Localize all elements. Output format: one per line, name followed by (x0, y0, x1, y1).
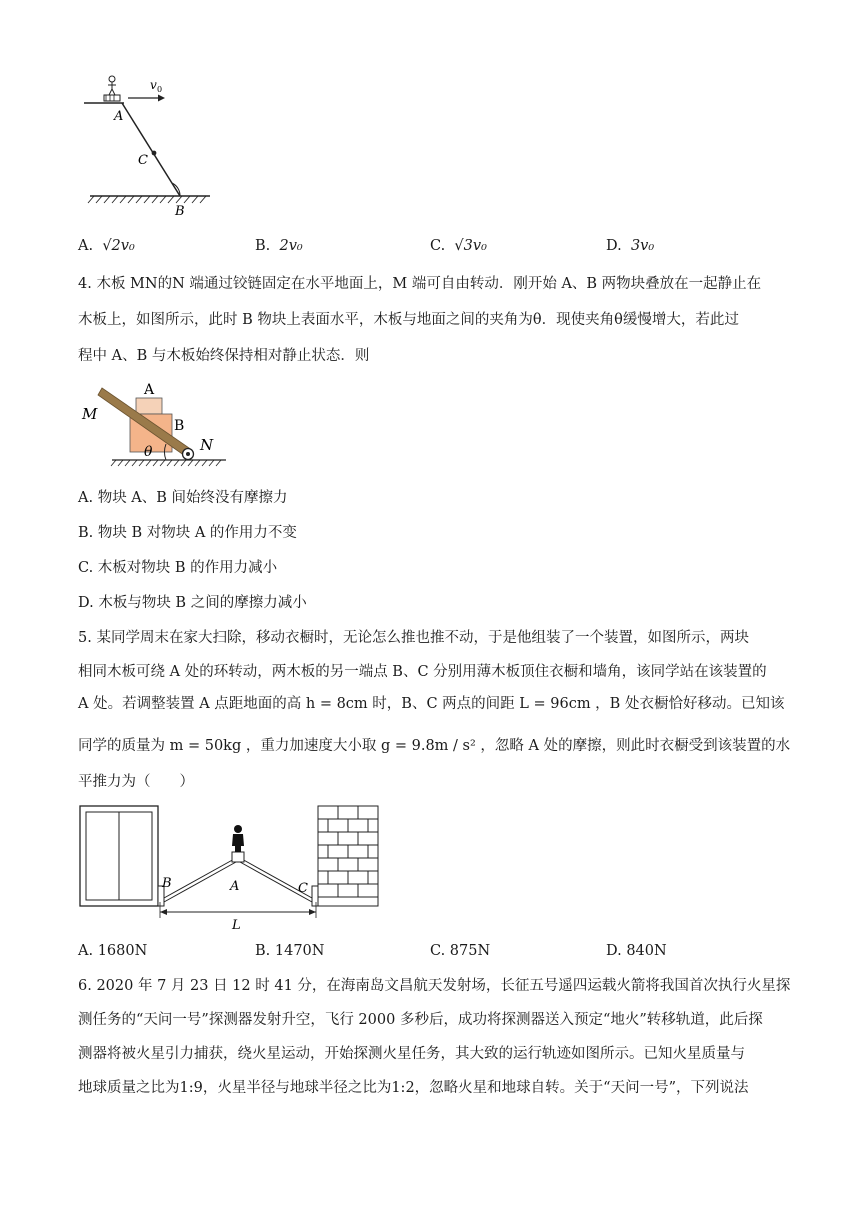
q4-choice-a[interactable]: A. 物块 A、B 间始终没有摩擦力 (78, 490, 288, 506)
q4-label-B: B (174, 418, 185, 434)
q6-stem-line-4: 地球质量之比为1:9，火星半径与地球半径之比为1:2，忽略火星和地球自转。关于“天问一号”，下列说法 (78, 1080, 749, 1096)
q3-choice-a-letter: A. (78, 238, 94, 254)
q4-label-A: A (144, 382, 155, 398)
q5-choice-a[interactable]: A. 1680N (78, 943, 148, 959)
q3-choice-d[interactable] (606, 236, 654, 256)
q5-choice-b[interactable]: B. 1470N (255, 943, 325, 959)
q4-choice-d[interactable]: D. 木板与物块 B 之间的摩擦力减小 (78, 595, 307, 611)
q5-label-L: L (232, 918, 241, 932)
q5-figure (76, 802, 382, 932)
q3-choice-a-text: √2v₀ (102, 238, 135, 254)
q5-stem-line-3: A 处。若调整装置 A 点距地面的高 h = 8cm 时，B、C 两点的间距 L = 96cm ，B 处衣橱恰好移动。已知该 (78, 696, 785, 712)
q3-label-A: A (114, 109, 124, 124)
q4-choice-c[interactable]: C. 木板对物块 B 的作用力减小 (78, 560, 278, 576)
q3-choice-b[interactable] (255, 236, 303, 256)
q5-stem-line-5: 平推力为（ ） (78, 774, 194, 790)
q6-stem-line-1: 6. 2020 年 7 月 23 日 12 时 41 分，在海南岛文昌航天发射场，长征五号遥四运载火箭将我国首次执行火星探 (78, 978, 791, 994)
q6-stem-line-2: 测任务的“天问一号”探测器发射升空，飞行 2000 多秒后，成功将探测器送入预定“地火”转移轨道，此后探 (78, 1012, 763, 1028)
q3-choice-d-letter: D. (606, 238, 622, 254)
q3-choice-d-text: 3v₀ (630, 238, 655, 254)
q5-choice-d[interactable]: D. 840N (606, 943, 667, 959)
q4-label-N: N (200, 436, 214, 454)
q3-choice-c[interactable] (430, 236, 487, 256)
q3-v0-label: v (150, 78, 157, 92)
q4-stem-line-3: 程中 A、B 与木板始终保持相对静止状态．则 (78, 348, 370, 364)
q4-stem-line-1: 4. 木板 MN的N 端通过铰链固定在水平地面上，M 端可自由转动．刚开始 A、B 两物块叠放在一起静止在 (78, 276, 762, 292)
q5-label-B: B (162, 876, 172, 891)
q3-label-B: B (175, 204, 185, 219)
q3-choice-c-text: √3v₀ (454, 238, 487, 254)
q4-label-theta: θ (144, 444, 153, 460)
q3-choice-b-letter: B. (255, 238, 271, 254)
q5-stem-line-1: 5. 某同学周末在家大扫除，移动衣橱时，无论怎么推也推不动，于是他组装了一个装置，如图所示，两块 (78, 630, 749, 646)
q3-choice-b-text: 2v₀ (279, 238, 303, 254)
q4-figure (80, 374, 230, 474)
q3-v0-subscript: 0 (157, 85, 163, 94)
q5-stem-line-4: 同学的质量为 m = 50kg ，重力加速度大小取 g = 9.8m / s² ，忽略 A 处的摩擦，则此时衣橱受到该装置的水 (78, 738, 791, 754)
q4-choice-b[interactable]: B. 物块 B 对物块 A 的作用力不变 (78, 525, 297, 541)
q5-label-C: C (298, 881, 308, 896)
q4-label-M: M (82, 405, 98, 423)
q6-stem-line-3: 测器将被火星引力捕获，绕火星运动，开始探测火星任务，其大致的运行轨迹如图所示。已知火星质量与 (78, 1046, 745, 1062)
q4-stem-line-2: 木板上，如图所示，此时 B 物块上表面水平，木板与地面之间的夹角为θ．现使夹角θ缓慢增大，若此过 (78, 312, 739, 328)
q5-choice-c[interactable]: C. 875N (430, 943, 491, 959)
q3-figure (84, 72, 214, 220)
q3-choice-a[interactable] (78, 236, 135, 256)
q3-label-C: C (138, 153, 148, 168)
q3-choice-c-letter: C. (430, 238, 446, 254)
q5-label-A: A (230, 879, 240, 894)
q5-stem-line-2: 相同木板可绕 A 处的环转动，两木板的另一端点 B、C 分别用薄木板顶住衣橱和墙角，该同学站在该装置的 (78, 664, 767, 680)
